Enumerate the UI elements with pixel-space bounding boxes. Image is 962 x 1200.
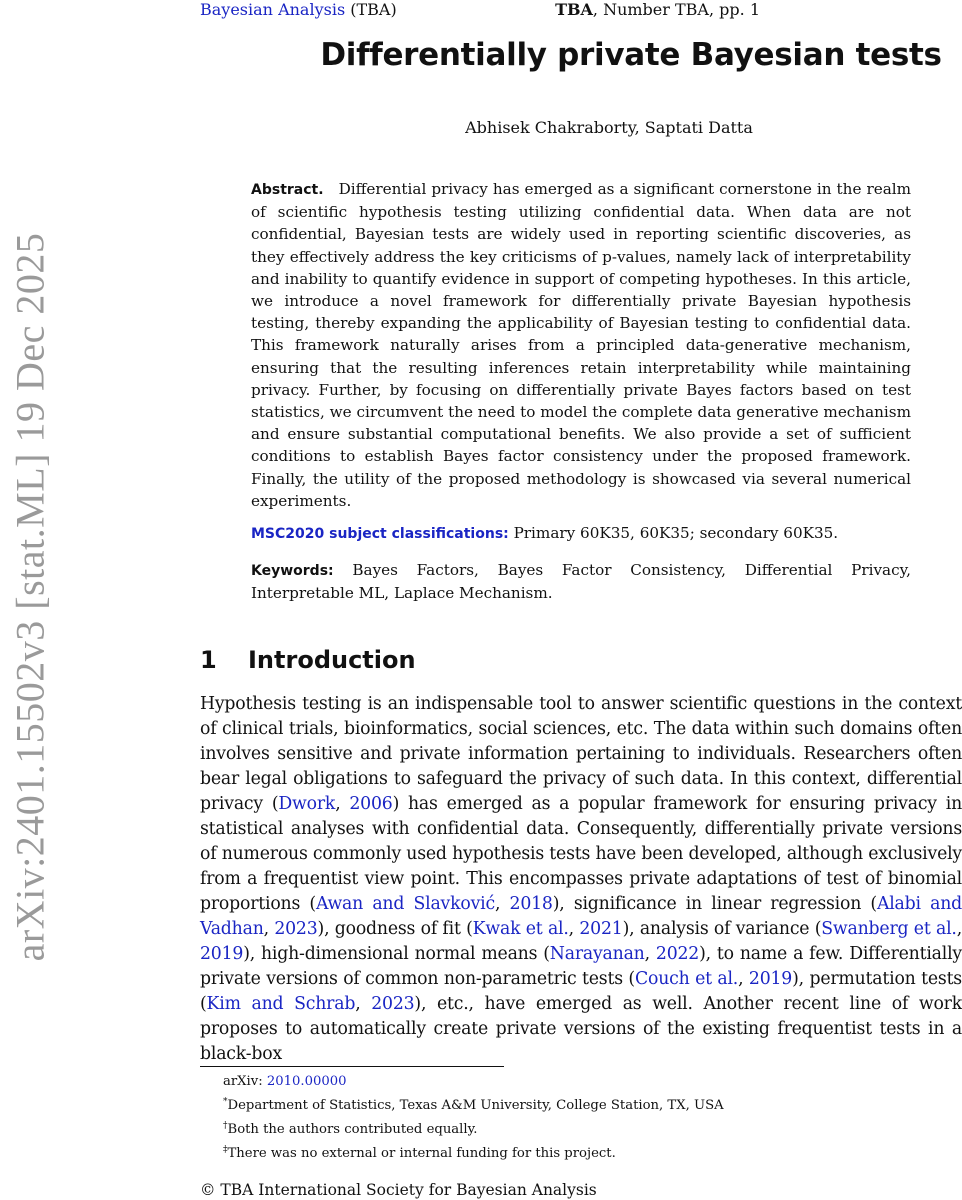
intro-text: ), to name a few. Differentially private versions of common non-parametric tests ( bbox=[200, 944, 962, 989]
intro-text: , bbox=[956, 919, 962, 939]
citation-year-link[interactable]: 2018 bbox=[509, 894, 553, 914]
authors: Abhisek Chakraborty, Saptati Datta bbox=[465, 118, 753, 137]
citation-year-link[interactable]: 2019 bbox=[200, 944, 244, 964]
citation-year-link[interactable]: 2023 bbox=[371, 994, 415, 1014]
introduction-paragraph bbox=[200, 692, 962, 1067]
citation-link[interactable]: Alabi and Vadhan bbox=[200, 894, 962, 939]
intro-text: Hypothesis testing is an indispensable tool to answer scientific questions in the context of clinical trials, bioinformatics, social sciences, etc. The data within such domains often involves sensitive and private information pertaining to individuals. Researchers often bear legal obligations to safeguard the privacy of such data. In this context, differential privacy ( bbox=[200, 694, 962, 814]
intro-text: ), high-dimensional normal means ( bbox=[243, 944, 550, 964]
arxiv-id-link[interactable]: 2010.00000 bbox=[266, 1074, 347, 1089]
journal-suffix: (TBA) bbox=[345, 0, 397, 19]
journal-link[interactable]: Bayesian Analysis bbox=[200, 0, 346, 19]
footnote-funding bbox=[223, 1140, 943, 1164]
footnote-mark: † bbox=[223, 1121, 228, 1131]
msc-classifications bbox=[251, 522, 911, 545]
citation-link[interactable]: Awan and Slavković bbox=[315, 894, 495, 914]
citation-link[interactable]: Narayanan bbox=[549, 944, 645, 964]
intro-text: ) has emerged as a popular framework for ensuring privacy in statistical analyses with confidential data. Consequently, differentially private versions of numerous commonly used hypothesis tests have been developed, although exclusively from a frequentist view point. This encompasses private adaptations of test of binomial proportions ( bbox=[200, 794, 962, 914]
intro-text: ), goodness of fit ( bbox=[317, 919, 473, 939]
citation-year-link[interactable]: 2023 bbox=[274, 919, 318, 939]
footnote-equal-contribution bbox=[223, 1116, 943, 1140]
footnote-arxiv bbox=[223, 1072, 943, 1092]
citation-year-link[interactable]: 2019 bbox=[748, 969, 793, 989]
msc-text: Primary 60K35, 60K35; secondary 60K35. bbox=[513, 524, 839, 543]
section-heading bbox=[200, 644, 962, 676]
intro-text: , bbox=[568, 919, 580, 939]
citation-year-link[interactable]: 2021 bbox=[579, 919, 623, 939]
equal-contribution-text: Both the authors contributed equally. bbox=[227, 1122, 478, 1137]
journal-name bbox=[200, 0, 397, 20]
keywords bbox=[251, 559, 911, 604]
citation-link[interactable]: Couch et al. bbox=[634, 969, 739, 989]
volume-info bbox=[555, 0, 760, 20]
abstract-label: Abstract. bbox=[251, 182, 324, 198]
volume-pages: , Number TBA, pp. 1 bbox=[592, 0, 760, 19]
footnote-mark: * bbox=[223, 1097, 228, 1107]
footnote-department bbox=[223, 1092, 943, 1116]
citation-year-link[interactable]: 2006 bbox=[349, 794, 393, 814]
arxiv-stamp-text: arXiv:2401.15502v3 [stat.ML] 19 Dec 2025 bbox=[7, 232, 53, 962]
abstract bbox=[251, 178, 911, 605]
intro-text: , bbox=[738, 969, 749, 989]
intro-text: , bbox=[335, 794, 350, 814]
keywords-label: Keywords: bbox=[251, 563, 334, 580]
abstract-paragraph bbox=[251, 178, 911, 512]
copyright-notice: © TBA International Society for Bayesian Analysis bbox=[200, 1181, 597, 1199]
paper-title: Differentially private Bayesian tests bbox=[320, 37, 942, 73]
keywords-text: Bayes Factors, Bayes Factor Consistency, Differential Privacy, Interpretable ML, Laplace Mechanism. bbox=[251, 561, 911, 603]
intro-text: ), analysis of variance ( bbox=[622, 919, 822, 939]
msc-link[interactable]: MSC2020 subject classifications: bbox=[251, 526, 509, 543]
citation-link[interactable]: Kim and Schrab bbox=[206, 994, 356, 1014]
section-number: 1 bbox=[200, 646, 217, 674]
intro-text: , bbox=[494, 894, 510, 914]
intro-text: , bbox=[263, 919, 275, 939]
intro-text: ), significance in linear regression ( bbox=[552, 894, 877, 914]
footnote-mark: ‡ bbox=[223, 1145, 228, 1155]
abstract-text: Differential privacy has emerged as a significant cornerstone in the realm of scientific hypothesis testing utilizing confidential data. When data are not confidential, Bayesian tests are widely used in reporting scientific discoveries, as they effectively address the key criticisms of p-values, namely lack of interpretability and inability to quantify evidence in support of competing hypotheses. In this article, we introduce a novel framework for differentially private Bayesian hypothesis testing, thereby expanding the applicability of Bayesian testing to confidential data. This framework naturally arises from a principled data-generative mechanism, ensuring that the resulting inferences retain interpretability while maintaining privacy. Further, by focusing on differentially private Bayes factors based on test statistics, we circumvent the need to model the complete data generative mechanism and ensure substantial computational benefits. We also provide a set of sufficient conditions to establish Bayes factor consistency under the proposed framework. Finally, the utility of the proposed methodology is showcased via several numerical experiments. bbox=[251, 180, 912, 510]
citation-link[interactable]: Swanberg et al. bbox=[821, 919, 957, 939]
citation-link[interactable]: Dwork bbox=[278, 794, 336, 814]
citation-link[interactable]: Kwak et al. bbox=[472, 919, 569, 939]
department-text: Department of Statistics, Texas A&M University, College Station, TX, USA bbox=[227, 1098, 724, 1113]
arxiv-side-stamp bbox=[0, 0, 60, 1200]
arxiv-label: arXiv: bbox=[223, 1074, 267, 1089]
footnotes bbox=[223, 1072, 943, 1164]
volume-bold: TBA bbox=[555, 0, 593, 19]
footnote-rule bbox=[200, 1066, 504, 1067]
funding-text: There was no external or internal funding for this project. bbox=[227, 1146, 616, 1161]
intro-text: , bbox=[644, 944, 656, 964]
citation-year-link[interactable]: 2022 bbox=[655, 944, 700, 964]
intro-text: ), permutation tests ( bbox=[200, 969, 962, 1014]
intro-text: ), etc., have emerged as well. Another recent line of work proposes to automatically create private versions of the existing frequentist tests in a black-box bbox=[200, 994, 962, 1064]
section-title: Introduction bbox=[248, 646, 416, 674]
intro-text: , bbox=[355, 994, 372, 1014]
running-header bbox=[200, 0, 760, 20]
